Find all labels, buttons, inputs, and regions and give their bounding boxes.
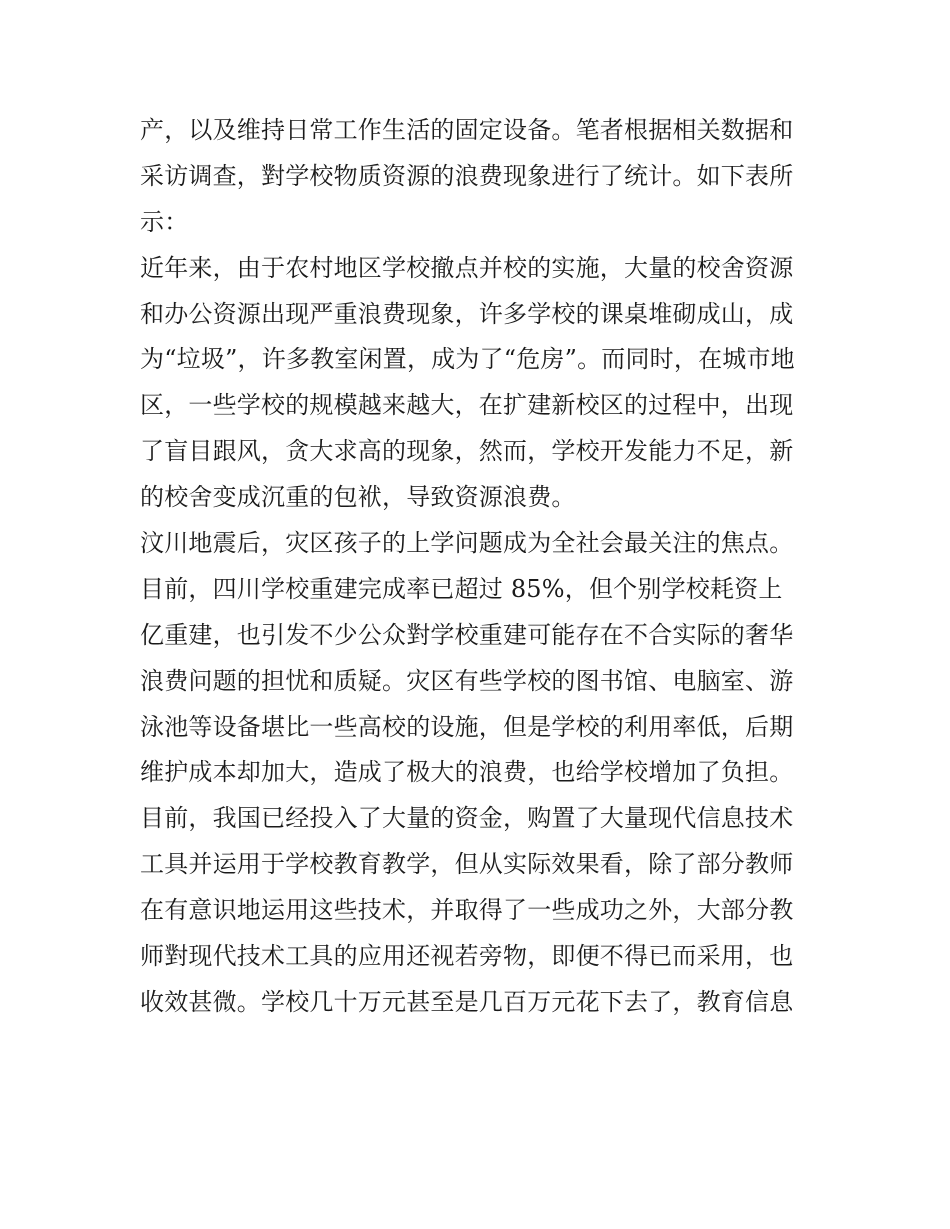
text-line: 和办公资源出现严重浪费现象，许多学校的课桌堆砌成山，成 (140, 299, 794, 328)
text-line: 收效甚微。学校几十万元甚至是几百万元花下去了，教育信息 (140, 987, 794, 1016)
text-line: 师對现代技术工具的应用还视若旁物，即便不得已而采用，也 (140, 942, 794, 971)
body-text (140, 108, 820, 1026)
text-line: 维护成本却加大，造成了极大的浪费，也给学校增加了负担。 (140, 758, 794, 787)
text-line: 泳池等设备堪比一些高校的设施，但是学校的利用率低，后期 (140, 712, 794, 741)
text-line: 采访调查，對学校物质资源的浪费现象进行了统计。如下表所 (140, 161, 794, 190)
text-line: 产，以及维持日常工作生活的固定设备。笔者根据相关数据和 (140, 116, 794, 144)
text-line: 汶川地震后，灾区孩子的上学问题成为全社会最关注的焦点。 (140, 529, 794, 558)
text-line: 为“垃圾”，许多教室闲置，成为了“危房”。而同时，在城市地 (140, 345, 795, 374)
text-line: 在有意识地运用这些技术，并取得了一些成功之外，大部分教 (140, 896, 794, 925)
text-line: 的校舍变成沉重的包袱，导致资源浪费。 (140, 483, 576, 512)
text-line: 目前，四川学校重建完成率已超过 85%，但个别学校耗资上 (140, 574, 783, 603)
text-line: 目前，我国已经投入了大量的资金，购置了大量现代信息技术 (140, 804, 794, 833)
text-line: 工具并运用于学校教育教学，但从实际效果看，除了部分教师 (140, 850, 794, 879)
text-line: 亿重建，也引发不少公众對学校重建可能存在不合实际的奢华 (140, 620, 794, 649)
text-line: 浪费问题的担忧和质疑。灾区有些学校的图书馆、电脑室、游 (140, 666, 794, 695)
text-line: 近年来，由于农村地区学校撤点并校的实施，大量的校舍资源 (140, 253, 794, 282)
text-line: 了盲目跟风，贪大求高的现象，然而，学校开发能力不足，新 (140, 437, 794, 466)
text-line: 区，一些学校的规模越来越大，在扩建新校区的过程中，出现 (140, 391, 794, 420)
text-line: 示： (140, 207, 189, 236)
